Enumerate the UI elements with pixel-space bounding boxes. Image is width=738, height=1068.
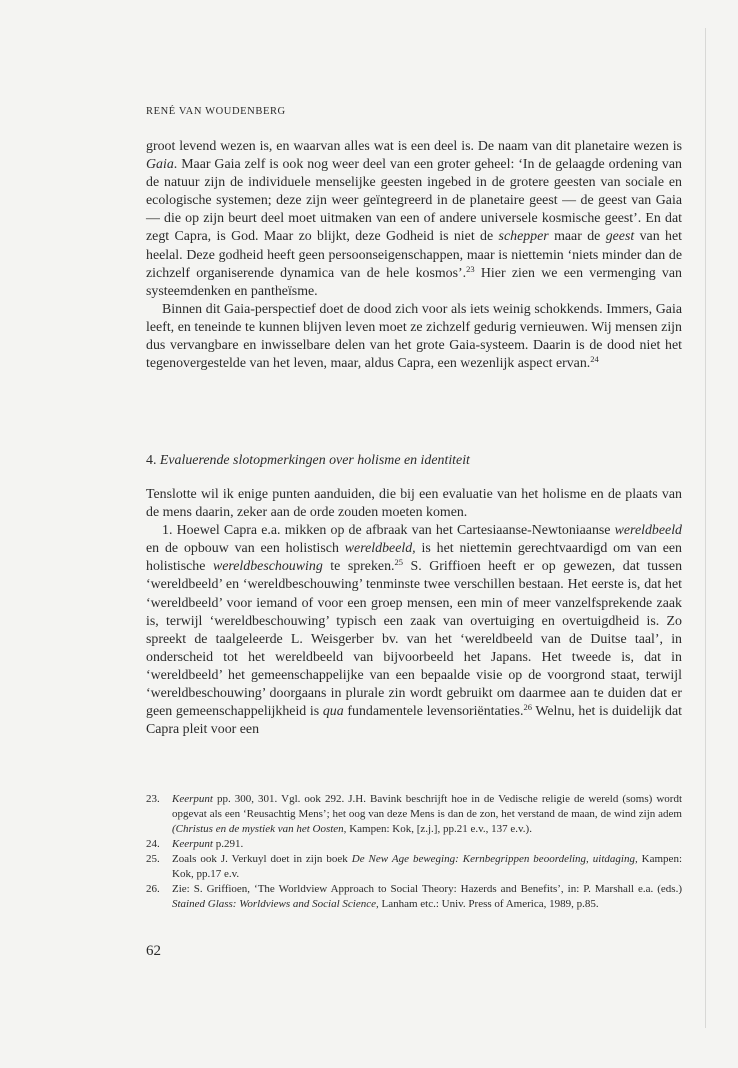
text-segment: van het heelal. Deze godheid heeft geen persoonseigenschappen, maar is niettemin ‘niets minder dan de zichzelf organiserende dynamica van de hele kosmos’.: [146, 229, 682, 281]
footnote-text: [172, 792, 682, 837]
text-segment: Keerpunt: [172, 838, 213, 850]
footnote: [146, 882, 682, 912]
text-segment: wereldbeschouwing: [212, 559, 323, 575]
body-text: [146, 138, 682, 373]
footnote: [146, 792, 682, 837]
footnote-number: 25.: [146, 853, 160, 865]
text-segment: is het niettemin gerechtvaardigd om van een holistische: [146, 541, 682, 575]
page-number: 62: [146, 943, 161, 959]
footnote-text: [172, 852, 682, 882]
text-segment: Zie: S. Griffioen, ‘The Worldview Approach to Social Theory: Hazerds and Benefits’, in: P. Marshall e.a. (eds.): [172, 883, 682, 895]
section-text: [146, 486, 682, 739]
running-head: RENÉ VAN WOUDENBERG: [146, 106, 286, 117]
text-segment: Hier zien we een vermenging van systeemdenken en pantheïsme.: [146, 265, 682, 299]
section-title: Evaluerende slotopmerkingen over holisme en identiteit: [159, 453, 470, 468]
text-segment: qua: [322, 704, 344, 720]
text-segment: pp. 300, 301. Vgl. ook 292. J.H. Bavink beschrijft hoe in de Vedische religie de wereld (soms) wordt opgevat als een ‘Reusachtig Mens’; het oog van deze Mens is dan de zon, het verstand de maan, de wind zijn adem: [172, 793, 682, 820]
text-segment: schepper: [498, 229, 549, 245]
footnote-number: 24.: [146, 838, 160, 850]
text-segment: p.291.: [212, 838, 244, 850]
text-segment: Welnu, het is duidelijk dat Capra pleit voor een: [146, 704, 683, 738]
text-segment: S. Griffioen heeft er op gewezen, dat tussen ‘wereldbeeld’ en ‘wereldbeschouwing’ tenminste twee verschillen bestaan. Het eerste is, dat het ‘wereldbeeld’ voor iemand of voor een groep mensen, een min of meer vanzelfsprekende zaak is, terwijl ‘wereldbeschouwing’ typisch een zaak van overtuiging en overtuigdheid is. Zo spreekt de taalgeleerde L. Weisgerber bv. van het ‘wereldbeeld van de Duitse taal’, in onderscheid tot het wereldbeeld van bijvoorbeeld het Japans. Het tweede is, dat in ‘wereldbeeld’ het gemeenschappelijke van een bepaalde visie op de voorgrond staat, terwijl ‘wereldbeschouwing’ doorgaans in plurale zin wordt gebruikt om daarmee aan te duiden dat er geen gemeenschappelijkheid is: [146, 559, 683, 720]
text-segment: Tenslotte wil ik enige punten aanduiden, die bij een evaluatie van het holisme en de plaats van de mens daarin, zeker aan de orde zouden moeten komen.: [146, 487, 682, 521]
text-segment: en de opbouw van een holistisch: [146, 541, 345, 557]
text-segment: 1. Hoewel Capra e.a. mikken op de afbraak van het Cartesiaanse-Newtoniaanse: [162, 523, 615, 539]
footnote-ref: 26: [523, 702, 532, 713]
paragraph: [146, 522, 682, 739]
page-edge-line: [705, 28, 706, 1028]
text-segment: (Christus en de mystiek van het Oosten,: [172, 823, 347, 835]
text-segment: Gaia: [146, 157, 174, 173]
text-segment: wereldbeeld,: [344, 541, 416, 557]
text-segment: Zoals ook J. Verkuyl doet in zijn boek: [172, 853, 352, 865]
paragraph: [146, 301, 682, 373]
text-segment: te spreken.: [322, 559, 395, 575]
footnote-text: [172, 882, 682, 912]
footnote-number: 26.: [146, 883, 160, 895]
footnote-ref: 25: [394, 557, 404, 568]
footnote: [146, 852, 682, 882]
text-segment: Stained Glass: Worldviews and Social Science,: [172, 898, 379, 910]
text-segment: De New Age beweging: Kernbegrippen beoordeling, uitdaging,: [351, 853, 638, 865]
text-segment: maar de: [548, 229, 606, 245]
text-segment: . Maar Gaia zelf is ook nog weer deel van een groter geheel: ‘In de gelaagde ordening van de natuur zijn de individuele menselijke geesten ingebed in de grotere geesten van sociale en ecologische systemen; deze zijn weer geïntegreerd in de planetaire geest — de geest van Gaia — die op zijn beurt deel moet uitmaken van een of andere universele kosmische geest’. En dat zegt Capra, is God. Maar zo blijkt, deze Godheid is niet de: [146, 157, 682, 245]
paragraph: [146, 486, 682, 522]
footnote-ref: 24: [590, 354, 599, 365]
text-segment: Lanham etc.: Univ. Press of America, 1989, p.85.: [378, 898, 599, 910]
footnote: [146, 837, 682, 852]
text-segment: Binnen dit Gaia-perspectief doet de dood zich voor als iets weinig schokkends. Immers, Gaia leeft, en teneinde te kunnen blijven leven moet ze zichzelf gedurig vernieuwen. Wij mensen zijn dus vervangbare en inwisselbare delen van het grote Gaia-systeem. Daarin is de dood niet het tegenovergestelde van het leven, maar, aldus Capra, een wezenlijk aspect ervan.: [146, 301, 682, 372]
footnote-text: [172, 837, 682, 852]
paragraph: [146, 138, 682, 301]
text-segment: Kampen: Kok, pp.17 e.v.: [172, 853, 682, 880]
text-segment: wereldbeeld: [614, 523, 682, 539]
text-segment: groot levend wezen is, en waarvan alles wat is een deel is. De naam van dit planetaire wezen is: [146, 139, 682, 154]
text-segment: geest: [605, 229, 635, 245]
footnotes: [146, 792, 682, 912]
text-segment: Keerpunt: [172, 793, 213, 805]
text-segment: fundamentele levensoriëntaties.: [343, 704, 524, 720]
section-heading: [146, 452, 682, 470]
footnote-number: 23.: [146, 793, 160, 805]
section-number: 4.: [146, 453, 157, 468]
footnote-ref: 23: [466, 263, 475, 274]
text-segment: Kampen: Kok, [z.j.], pp.21 e.v., 137 e.v.).: [346, 823, 532, 835]
